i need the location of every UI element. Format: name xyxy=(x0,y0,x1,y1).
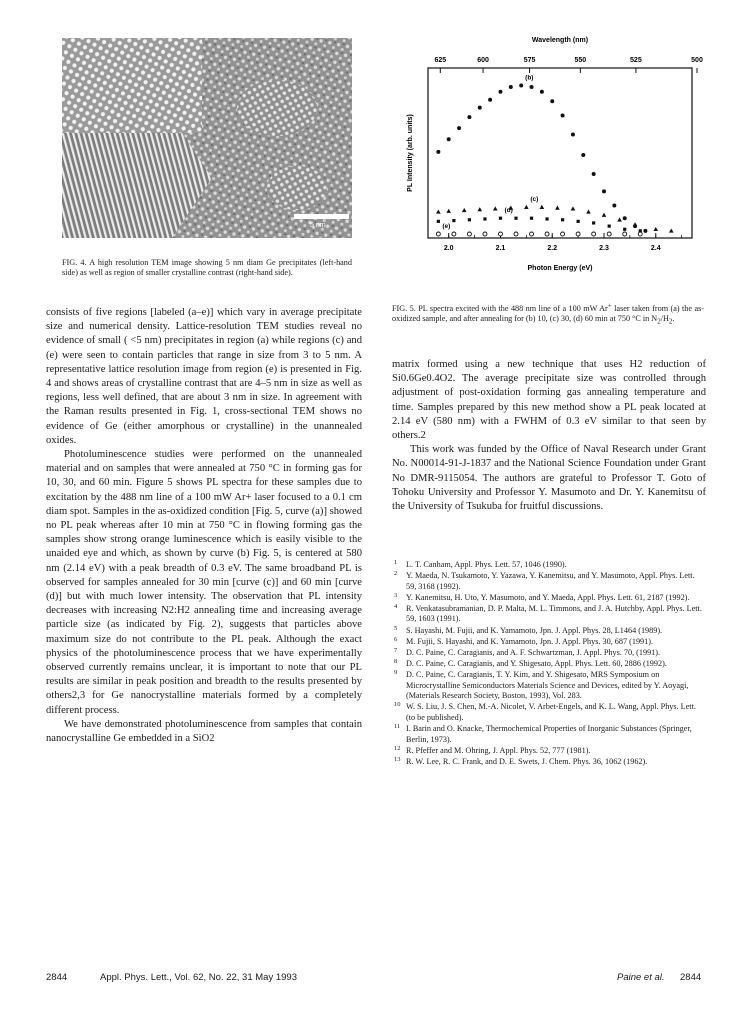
fig5-caption-part: FIG. 5. PL spectra excited with the 488 nm line of a 100 mW Ar xyxy=(392,304,608,313)
data-point-b xyxy=(581,153,585,157)
data-point-b xyxy=(447,137,451,141)
fig5-caption-sub: 2 xyxy=(668,318,673,327)
reference-number: 6 xyxy=(394,635,398,643)
fig4-caption: FIG. 4. A high resolution TEM image showing 5 nm diam Ge precipitates (left-hand side) as well as region of smaller crystalline contrast (right-hand side). xyxy=(62,258,352,278)
data-point-d xyxy=(545,217,548,220)
data-point-e xyxy=(514,232,518,236)
data-point-b xyxy=(519,83,523,87)
fig5-caption-sup: + xyxy=(607,301,612,310)
data-point-d xyxy=(514,217,517,220)
data-point-c xyxy=(617,217,622,221)
data-point-c xyxy=(586,209,591,213)
data-point-c xyxy=(436,209,441,213)
top-tick-label: 550 xyxy=(574,57,587,64)
reference-number: 7 xyxy=(394,646,398,654)
fig5-caption-part: laser taken from (a) the as-oxidized sample, and after annealing for (b) 10, (c) 30, (d) 60 min at 750 °C in N xyxy=(392,304,704,324)
data-point-e xyxy=(498,232,502,236)
data-point-d xyxy=(561,218,564,221)
data-point-e xyxy=(467,232,471,236)
data-point-d xyxy=(623,228,626,231)
data-point-b xyxy=(436,150,440,154)
data-point-e xyxy=(592,232,596,236)
reference-text: Y. Maeda, N. Tsukamoto, Y. Yazawa, Y. Kanemitsu, and Y. Masumoto, Appl. Phys. Lett. 59, 3168 (1992). xyxy=(406,571,695,591)
right-text-column xyxy=(392,358,706,514)
reference-text: S. Hayashi, M. Fujii, and K. Yamamoto, Jpn. J. Appl. Phys. 28, L1464 (1989). xyxy=(406,625,663,635)
top-tick-label: 625 xyxy=(434,57,447,64)
data-point-b xyxy=(509,85,513,89)
data-point-d xyxy=(468,218,471,221)
reference-item xyxy=(392,670,706,702)
reference-item xyxy=(392,659,706,670)
data-point-c xyxy=(524,205,529,209)
data-point-e xyxy=(530,232,534,236)
data-point-e xyxy=(436,232,440,236)
data-point-c xyxy=(462,208,467,212)
series-label: (c) xyxy=(530,196,539,204)
x-tick-label: 2.4 xyxy=(650,245,661,252)
reference-text: M. Fujii, S. Hayashi, and K. Yamamoto, Jpn. J. Appl. Phys. 30, 687 (1991). xyxy=(406,636,654,646)
top-tick-label: 575 xyxy=(523,57,536,64)
fig5-caption-part: . xyxy=(672,314,675,324)
top-axis-title: Wavelength (nm) xyxy=(531,37,589,44)
references-list xyxy=(392,560,706,768)
reference-number: 4 xyxy=(394,602,398,610)
footer-journal: Appl. Phys. Lett., Vol. 62, No. 22, 31 May 1993 xyxy=(100,972,297,983)
reference-number: 5 xyxy=(394,624,398,632)
top-tick-label: 500 xyxy=(691,57,703,64)
fig5-caption-part: /H xyxy=(660,314,669,324)
data-point-c xyxy=(602,213,607,217)
data-point-e xyxy=(638,232,642,236)
data-point-c xyxy=(555,206,560,210)
top-tick-label: 525 xyxy=(630,57,642,64)
data-point-b xyxy=(467,115,471,119)
data-point-c xyxy=(540,205,545,209)
body-paragraph: consists of five regions [labeled (a–e)] which vary in average precipitate size and numerical density. Lattice-resolution TEM studies reveal no evidence of small ( <5 nm) precipitates in region (a) while regions (c) and (e) were seen to contain particles that range in size from 3 to 5 nm. A representative lattice resolution image from region (e) is presented in Fig. 4 and shows areas of crystalline contrast that are 4–5 nm in size as well as regions, less well defined, that are about 3 nm in size. In agreement with the Raman results presented in Fig. 1, cross-sectional TEM shows no evidence of Ge (either amorphous or crystalline) in the unannealed oxides. xyxy=(46,307,362,446)
reference-item xyxy=(392,648,706,659)
body-paragraph: matrix formed using a new technique that uses H2 reduction of Si0.6Ge0.4O2. The average precipitate size was controlled through adjustment of post-oxidation forming gas annealing temperature and time. Samples prepared by this new method show a PL peak located at 2.14 eV (580 nm) with a FWHM of 0.3 eV similar to that seen by others.2 xyxy=(392,359,706,442)
tem-image xyxy=(62,38,352,238)
series-label: (e) xyxy=(442,223,451,230)
data-point-e xyxy=(483,232,487,236)
data-point-d xyxy=(530,217,533,220)
reference-text: L. T. Canham, Appl. Phys. Lett. 57, 1046 (1990). xyxy=(406,560,567,569)
data-point-e xyxy=(576,232,580,236)
reference-text: D. C. Paine, C. Caragianis, and A. F. Schwartzman, J. Appl. Phys. 70, (1991). xyxy=(406,647,661,657)
reference-text: R. Venkatasubramanian, D. P. Malta, M. L. Timmons, and J. A. Hutchby, Appl. Phys. Lett. 59, 1603 (1991). xyxy=(406,603,702,624)
body-paragraph: This work was funded by the Office of Naval Research under Grant No. N00014-91-J-1837 and the National Science Foundation under Grant No DMR-9115054. The authors are grateful to Professor T. Goto of Tohoku University and Professor Y. Masumoto and Dr. Y. Kanemitsu of the University of Tsukuba for fruitful discussions. xyxy=(392,444,706,513)
data-point-b xyxy=(643,229,647,233)
data-point-b xyxy=(530,85,534,89)
reference-text: D. C. Paine, C. Caragianis, and Y. Shigesato, Appl. Phys. Lett. 60, 2886 (1992). xyxy=(406,658,667,668)
reference-item xyxy=(392,593,706,604)
reference-number: 10 xyxy=(394,701,401,709)
body-paragraph: We have demonstrated photoluminescence from samples that contain nanocrystalline Ge embedded in a SiO2 xyxy=(46,718,362,745)
reference-number: 3 xyxy=(394,591,398,599)
reference-text: D. C. Paine, C. Caragianis, T. Y. Kim, and Y. Shigesato, MRS Symposium on Microcrystalline Semiconductors Materials Science and Devices, edited by Y. Aoyagi, (Materials Research Society, Boston, 1993), Vol. 283. xyxy=(406,669,689,701)
data-point-b xyxy=(498,90,502,94)
reference-item xyxy=(392,724,706,745)
reference-text: Y. Kanemitsu, H. Uto, Y. Masumoto, and Y. Maeda, Appl. Phys. Lett. 61, 2187 (1992). xyxy=(406,592,690,602)
data-point-d xyxy=(452,219,455,222)
x-tick-label: 2.1 xyxy=(495,245,506,252)
footer-author: Paine et al. xyxy=(617,972,665,983)
reference-text: R. W. Lee, R. C. Frank, and D. E. Swets, J. Chem. Phys. 36, 1062 (1962). xyxy=(406,756,648,766)
data-point-d xyxy=(499,217,502,220)
x-tick-label: 2.3 xyxy=(599,245,609,252)
tem-lattice-figure xyxy=(62,38,352,238)
reference-number: 8 xyxy=(394,657,398,665)
reference-number: 12 xyxy=(394,744,401,752)
scale-bar-label: 5 nm xyxy=(310,222,326,229)
y-axis-title: PL Intensity (arb. units) xyxy=(407,114,414,192)
data-point-c xyxy=(446,209,451,213)
reference-item xyxy=(392,604,706,625)
data-point-b xyxy=(540,90,544,94)
x-tick-label: 2.2 xyxy=(547,245,558,252)
reference-item xyxy=(392,637,706,648)
reference-text: W. S. Liu, J. S. Chen, M.-A. Nicolet, V. Arbet-Engels, and K. L. Wang, Appl. Phys. Lett. (to be published). xyxy=(406,702,696,722)
data-point-c xyxy=(477,207,482,211)
data-point-d xyxy=(437,220,440,223)
data-point-c xyxy=(669,228,674,232)
footer-page-number-right: 2844 xyxy=(680,972,702,983)
data-point-b xyxy=(488,98,492,102)
reference-text: R. Pfeffer and M. Ohring, J. Appl. Phys. 52, 777 (1981). xyxy=(406,745,591,755)
data-point-e xyxy=(623,232,627,236)
data-point-b xyxy=(457,126,461,130)
reference-number: 11 xyxy=(394,722,401,730)
x-axis-title: Photon Energy (eV) xyxy=(527,265,593,272)
body-paragraph: Photoluminescence studies were performed on the unannealed material and on samples that were annealed at 750 °C in forming gas for 10, 30, and 60 min. Figure 5 shows PL spectra for these samples due to excitation by the 488 nm line of a 100 mW Ar+ laser focused to a 0.1 cm diam spot. Samples in the as-oxidized condition [Fig. 5, curve (a)] showed no PL peak whereas after 10 min at 750 °C in flowing forming gas the samples show strong orange luminescence which is easily visible to the unaided eye and which, as shown by curve (b) Fig. 5, is centered at 580 nm (2.14 eV) with a peak breadth of 0.3 eV. The same broadband PL is observed for samples annealed for 30 min [curve (c)] and 60 min [curve (d)] but with much lower intensity. The observation that PL intensity decreases with increasing N2:H2 annealing time and increasing average particle size (as indicated by Fig. 2), suggests that particles above maximum size do not contribute to the PL peak. Although the exact physics of the photoluminescence process that we have experimentally observed currently remains unclear, it is important to note that our PL results are similar in peak position and breadth to the results presented by others2,3 for Ge nanocrystalline materials formed by a completely different process. xyxy=(46,449,362,716)
data-point-d xyxy=(577,220,580,223)
data-point-b xyxy=(550,99,554,103)
x-tick-label: 2.0 xyxy=(443,245,454,252)
top-tick-label: 600 xyxy=(477,57,489,64)
reference-item xyxy=(392,571,706,592)
reference-item xyxy=(392,702,706,723)
data-point-d xyxy=(483,217,486,220)
series-label: (b) xyxy=(525,74,534,82)
data-point-c xyxy=(653,227,658,231)
footer-page-number: 2844 xyxy=(46,972,68,983)
reference-item xyxy=(392,626,706,637)
reference-number: 9 xyxy=(394,668,398,676)
fig5-caption-sub: 2 xyxy=(657,318,661,327)
data-point-e xyxy=(607,232,611,236)
data-point-e xyxy=(545,232,549,236)
reference-item xyxy=(392,560,706,571)
fig5-caption xyxy=(392,301,704,327)
reference-number: 2 xyxy=(394,570,398,578)
left-text-column xyxy=(46,306,362,746)
data-point-b xyxy=(478,106,482,110)
data-point-b xyxy=(571,132,575,136)
reference-text: I. Barin and O. Knacke, Thermochemical Properties of Inorganic Substances (Springer, Berlin, 1973). xyxy=(406,723,692,744)
data-point-b xyxy=(592,172,596,176)
data-point-e xyxy=(561,232,565,236)
plot-frame xyxy=(428,68,692,238)
data-point-d xyxy=(592,221,595,224)
data-point-c xyxy=(571,206,576,210)
data-point-c xyxy=(493,206,498,210)
reference-number: 1 xyxy=(394,559,398,566)
pl-spectra-chart xyxy=(390,28,710,288)
data-point-b xyxy=(623,216,627,220)
series-label: (d) xyxy=(504,207,513,215)
data-point-d xyxy=(608,225,611,228)
reference-item xyxy=(392,746,706,757)
data-point-b xyxy=(612,204,616,208)
data-point-b xyxy=(561,114,565,118)
reference-item xyxy=(392,757,706,768)
data-point-c xyxy=(633,222,638,226)
data-point-e xyxy=(452,232,456,236)
data-point-b xyxy=(602,189,606,193)
reference-number: 13 xyxy=(394,755,401,763)
